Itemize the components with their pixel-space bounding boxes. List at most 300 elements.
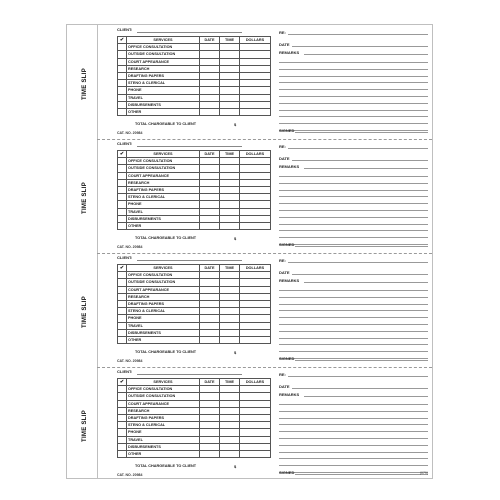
date-cell[interactable] xyxy=(200,443,220,450)
re-field[interactable] xyxy=(288,34,428,35)
check-cell[interactable] xyxy=(118,393,127,400)
remarks-line[interactable] xyxy=(279,82,428,83)
dollars-cell[interactable] xyxy=(240,87,271,94)
remarks-line[interactable] xyxy=(279,203,428,204)
signature-field[interactable] xyxy=(295,246,428,247)
time-header: TIME xyxy=(220,37,240,44)
time-cell[interactable] xyxy=(220,172,240,179)
remarks-line[interactable] xyxy=(279,310,428,311)
dollars-cell[interactable] xyxy=(240,215,271,222)
time-cell[interactable] xyxy=(220,279,240,286)
date-field[interactable] xyxy=(292,388,428,389)
check-cell[interactable] xyxy=(118,386,127,393)
table-row xyxy=(118,336,271,343)
services-table xyxy=(117,150,271,230)
date-cell[interactable] xyxy=(200,80,220,87)
time-header: TIME xyxy=(220,379,240,386)
check-cell[interactable] xyxy=(118,407,127,414)
remarks-line[interactable] xyxy=(279,69,428,70)
date-cell[interactable] xyxy=(200,215,220,222)
check-cell[interactable] xyxy=(118,322,127,329)
check-cell[interactable] xyxy=(118,315,127,322)
dollars-cell[interactable] xyxy=(240,158,271,165)
time-cell[interactable] xyxy=(220,414,240,421)
dollars-cell[interactable] xyxy=(240,393,271,400)
remarks-line[interactable] xyxy=(279,230,428,231)
date-cell[interactable] xyxy=(200,315,220,322)
dollars-cell[interactable] xyxy=(240,293,271,300)
check-cell[interactable] xyxy=(118,222,127,229)
check-cell[interactable] xyxy=(118,201,127,208)
client-label: CLIENT: xyxy=(117,255,133,260)
client-field[interactable] xyxy=(137,146,242,147)
date-label: DATE xyxy=(279,156,290,161)
time-cell[interactable] xyxy=(220,322,240,329)
check-cell[interactable] xyxy=(118,165,127,172)
remarks-line[interactable] xyxy=(304,282,428,283)
remarks-line[interactable] xyxy=(279,76,428,77)
remarks-line[interactable] xyxy=(279,183,428,184)
date-cell[interactable] xyxy=(200,322,220,329)
remarks-line[interactable] xyxy=(279,424,428,425)
date-cell[interactable] xyxy=(200,108,220,115)
check-cell[interactable] xyxy=(118,80,127,87)
check-cell[interactable] xyxy=(118,286,127,293)
dollars-cell[interactable] xyxy=(240,279,271,286)
service-label: OFFICE CONSULTATION xyxy=(127,44,200,51)
service-label: COURT APPEARANCE xyxy=(127,58,200,65)
check-cell[interactable] xyxy=(118,44,127,51)
check-cell[interactable] xyxy=(118,429,127,436)
check-cell[interactable] xyxy=(118,51,127,58)
re-label: RE: xyxy=(279,144,286,149)
time-cell[interactable] xyxy=(220,400,240,407)
time-cell[interactable] xyxy=(220,215,240,222)
check-cell[interactable] xyxy=(118,414,127,421)
remarks-line[interactable] xyxy=(279,351,428,352)
date-cell[interactable] xyxy=(200,222,220,229)
check-cell[interactable] xyxy=(118,179,127,186)
time-header: TIME xyxy=(220,151,240,158)
remarks-line[interactable] xyxy=(279,237,428,238)
check-header: ✔ xyxy=(118,265,127,272)
table-header-row xyxy=(118,379,271,386)
remarks-line[interactable] xyxy=(279,331,428,332)
remarks-line[interactable] xyxy=(304,54,428,55)
time-cell[interactable] xyxy=(220,80,240,87)
time-cell[interactable] xyxy=(220,443,240,450)
re-label: RE: xyxy=(279,30,286,35)
date-cell[interactable] xyxy=(200,422,220,429)
dollars-cell[interactable] xyxy=(240,400,271,407)
remarks-line[interactable] xyxy=(279,304,428,305)
remarks-line[interactable] xyxy=(279,244,428,245)
re-field[interactable] xyxy=(288,376,428,377)
date-cell[interactable] xyxy=(200,386,220,393)
time-slip xyxy=(82,367,434,481)
time-cell[interactable] xyxy=(220,300,240,307)
time-cell[interactable] xyxy=(220,436,240,443)
date-cell[interactable] xyxy=(200,300,220,307)
remarks-line[interactable] xyxy=(279,123,428,124)
table-row xyxy=(118,172,271,179)
remarks-line[interactable] xyxy=(279,338,428,339)
remarks-line[interactable] xyxy=(279,404,428,405)
remarks-line[interactable] xyxy=(279,176,428,177)
dollars-cell[interactable] xyxy=(240,58,271,65)
date-cell[interactable] xyxy=(200,407,220,414)
time-cell[interactable] xyxy=(220,72,240,79)
time-cell[interactable] xyxy=(220,336,240,343)
check-cell[interactable] xyxy=(118,272,127,279)
services-header: SERVICES xyxy=(127,265,200,272)
dollars-cell[interactable] xyxy=(240,329,271,336)
check-cell[interactable] xyxy=(118,87,127,94)
table-row xyxy=(118,158,271,165)
time-slip-sheet xyxy=(66,24,433,479)
date-cell[interactable] xyxy=(200,179,220,186)
dollars-cell[interactable] xyxy=(240,286,271,293)
time-cell[interactable] xyxy=(220,179,240,186)
service-label: TRAVEL xyxy=(127,322,200,329)
check-cell[interactable] xyxy=(118,194,127,201)
signature-field[interactable] xyxy=(295,132,428,133)
table-row xyxy=(118,72,271,79)
re-field[interactable] xyxy=(288,148,428,149)
dollars-cell[interactable] xyxy=(240,101,271,108)
time-cell[interactable] xyxy=(220,186,240,193)
remarks-line[interactable] xyxy=(304,396,428,397)
client-field[interactable] xyxy=(137,374,242,375)
remarks-line[interactable] xyxy=(279,465,428,466)
dollars-cell[interactable] xyxy=(240,65,271,72)
table-row xyxy=(118,215,271,222)
dollars-cell[interactable] xyxy=(240,165,271,172)
remarks-line[interactable] xyxy=(279,210,428,211)
date-cell[interactable] xyxy=(200,186,220,193)
check-cell[interactable] xyxy=(118,172,127,179)
dollars-cell[interactable] xyxy=(240,443,271,450)
remarks-line[interactable] xyxy=(279,431,428,432)
remarks-line[interactable] xyxy=(279,452,428,453)
remarks-line[interactable] xyxy=(279,324,428,325)
time-cell[interactable] xyxy=(220,308,240,315)
dollars-cell[interactable] xyxy=(240,222,271,229)
date-cell[interactable] xyxy=(200,44,220,51)
date-cell[interactable] xyxy=(200,101,220,108)
date-cell[interactable] xyxy=(200,293,220,300)
remarks-line[interactable] xyxy=(279,472,428,473)
remarks-line[interactable] xyxy=(279,411,428,412)
check-cell[interactable] xyxy=(118,329,127,336)
remarks-line[interactable] xyxy=(279,418,428,419)
remarks-label: REMARKS xyxy=(279,164,300,169)
catalog-number: CAT. NO. 20984 xyxy=(117,359,143,363)
remarks-line[interactable] xyxy=(279,458,428,459)
date-label: DATE xyxy=(279,270,290,275)
dollars-cell[interactable] xyxy=(240,80,271,87)
date-cell[interactable] xyxy=(200,51,220,58)
check-cell[interactable] xyxy=(118,65,127,72)
remarks-line[interactable] xyxy=(304,168,428,169)
service-label: PHONE xyxy=(127,315,200,322)
table-row xyxy=(118,51,271,58)
remarks-line[interactable] xyxy=(279,358,428,359)
date-cell[interactable] xyxy=(200,450,220,457)
check-cell[interactable] xyxy=(118,108,127,115)
check-cell[interactable] xyxy=(118,293,127,300)
dollars-cell[interactable] xyxy=(240,72,271,79)
time-cell[interactable] xyxy=(220,286,240,293)
remarks-line[interactable] xyxy=(279,297,428,298)
date-cell[interactable] xyxy=(200,65,220,72)
time-cell[interactable] xyxy=(220,58,240,65)
remarks-line[interactable] xyxy=(279,438,428,439)
date-cell[interactable] xyxy=(200,58,220,65)
date-label: DATE xyxy=(279,384,290,389)
dollars-cell[interactable] xyxy=(240,322,271,329)
remarks-line[interactable] xyxy=(279,317,428,318)
table-row xyxy=(118,443,271,450)
service-label: STENO & CLERICAL xyxy=(127,422,200,429)
time-cell[interactable] xyxy=(220,429,240,436)
dollars-cell[interactable] xyxy=(240,407,271,414)
time-cell[interactable] xyxy=(220,393,240,400)
time-cell[interactable] xyxy=(220,158,240,165)
time-cell[interactable] xyxy=(220,293,240,300)
service-label: COURT APPEARANCE xyxy=(127,172,200,179)
client-label: CLIENT: xyxy=(117,27,133,32)
remarks-line[interactable] xyxy=(279,62,428,63)
slip-title: TIME SLIP xyxy=(82,67,88,101)
remarks-line[interactable] xyxy=(279,290,428,291)
date-cell[interactable] xyxy=(200,414,220,421)
remarks-line[interactable] xyxy=(279,196,428,197)
date-cell[interactable] xyxy=(200,393,220,400)
remarks-line[interactable] xyxy=(279,217,428,218)
signed-label: SIGNED xyxy=(279,356,295,361)
dollars-cell[interactable] xyxy=(240,414,271,421)
date-cell[interactable] xyxy=(200,165,220,172)
time-cell[interactable] xyxy=(220,422,240,429)
date-cell[interactable] xyxy=(200,87,220,94)
table-row xyxy=(118,272,271,279)
dollars-cell[interactable] xyxy=(240,272,271,279)
service-label: OFFICE CONSULTATION xyxy=(127,158,200,165)
date-label: DATE xyxy=(279,42,290,47)
table-row xyxy=(118,293,271,300)
re-field[interactable] xyxy=(288,262,428,263)
time-cell[interactable] xyxy=(220,194,240,201)
dollar-sign: $ xyxy=(234,350,237,355)
dollars-cell[interactable] xyxy=(240,172,271,179)
table-row xyxy=(118,407,271,414)
catalog-number: CAT. NO. 20984 xyxy=(117,473,143,477)
time-cell[interactable] xyxy=(220,51,240,58)
table-row xyxy=(118,222,271,229)
table-row xyxy=(118,450,271,457)
service-label: PHONE xyxy=(127,429,200,436)
date-cell[interactable] xyxy=(200,436,220,443)
dollars-cell[interactable] xyxy=(240,94,271,101)
date-cell[interactable] xyxy=(200,208,220,215)
client-field[interactable] xyxy=(137,32,242,33)
check-cell[interactable] xyxy=(118,308,127,315)
date-cell[interactable] xyxy=(200,272,220,279)
date-header: DATE xyxy=(200,37,220,44)
check-cell[interactable] xyxy=(118,400,127,407)
date-cell[interactable] xyxy=(200,158,220,165)
time-cell[interactable] xyxy=(220,450,240,457)
dollars-cell[interactable] xyxy=(240,315,271,322)
date-cell[interactable] xyxy=(200,201,220,208)
remarks-line[interactable] xyxy=(279,130,428,131)
check-cell[interactable] xyxy=(118,336,127,343)
check-cell[interactable] xyxy=(118,279,127,286)
dollars-cell[interactable] xyxy=(240,194,271,201)
check-cell[interactable] xyxy=(118,58,127,65)
table-row xyxy=(118,208,271,215)
dollars-cell[interactable] xyxy=(240,422,271,429)
date-cell[interactable] xyxy=(200,279,220,286)
time-cell[interactable] xyxy=(220,315,240,322)
date-field[interactable] xyxy=(292,274,428,275)
table-row xyxy=(118,329,271,336)
check-cell[interactable] xyxy=(118,422,127,429)
service-label: RESEARCH xyxy=(127,293,200,300)
services-table xyxy=(117,264,271,344)
check-cell[interactable] xyxy=(118,186,127,193)
dollars-cell[interactable] xyxy=(240,44,271,51)
service-label: DRAFTING PAPERS xyxy=(127,300,200,307)
dollars-cell[interactable] xyxy=(240,179,271,186)
remarks-line[interactable] xyxy=(279,224,428,225)
signature-field[interactable] xyxy=(295,360,428,361)
remarks-line[interactable] xyxy=(279,89,428,90)
service-label: OUTSIDE CONSULTATION xyxy=(127,279,200,286)
signed-label: SIGNED xyxy=(279,470,295,475)
date-cell[interactable] xyxy=(200,429,220,436)
table-row xyxy=(118,393,271,400)
table-row xyxy=(118,322,271,329)
service-label: RESEARCH xyxy=(127,65,200,72)
check-cell[interactable] xyxy=(118,300,127,307)
dollars-cell[interactable] xyxy=(240,186,271,193)
client-field[interactable] xyxy=(137,260,242,261)
time-cell[interactable] xyxy=(220,407,240,414)
remarks-line[interactable] xyxy=(279,190,428,191)
table-row xyxy=(118,58,271,65)
time-cell[interactable] xyxy=(220,44,240,51)
date-cell[interactable] xyxy=(200,329,220,336)
remarks-line[interactable] xyxy=(279,96,428,97)
time-header: TIME xyxy=(220,265,240,272)
time-cell[interactable] xyxy=(220,201,240,208)
total-label: TOTAL CHARGEABLE TO CLIENT xyxy=(135,464,197,468)
dollars-cell[interactable] xyxy=(240,450,271,457)
remarks-line[interactable] xyxy=(279,344,428,345)
form-code: (079) xyxy=(419,471,428,475)
date-cell[interactable] xyxy=(200,286,220,293)
remarks-line[interactable] xyxy=(279,103,428,104)
date-cell[interactable] xyxy=(200,194,220,201)
time-cell[interactable] xyxy=(220,165,240,172)
check-cell[interactable] xyxy=(118,72,127,79)
dollars-cell[interactable] xyxy=(240,201,271,208)
total-label: TOTAL CHARGEABLE TO CLIENT xyxy=(135,236,197,240)
service-label: OFFICE CONSULTATION xyxy=(127,272,200,279)
time-cell[interactable] xyxy=(220,386,240,393)
slip-title: TIME SLIP xyxy=(82,181,88,215)
date-cell[interactable] xyxy=(200,400,220,407)
date-cell[interactable] xyxy=(200,94,220,101)
date-field[interactable] xyxy=(292,160,428,161)
time-cell[interactable] xyxy=(220,108,240,115)
dollars-cell[interactable] xyxy=(240,436,271,443)
date-cell[interactable] xyxy=(200,308,220,315)
time-cell[interactable] xyxy=(220,94,240,101)
service-label: TRAVEL xyxy=(127,94,200,101)
table-row xyxy=(118,308,271,315)
check-cell[interactable] xyxy=(118,101,127,108)
dollars-cell[interactable] xyxy=(240,300,271,307)
signature-field[interactable] xyxy=(295,474,428,475)
check-cell[interactable] xyxy=(118,436,127,443)
time-cell[interactable] xyxy=(220,65,240,72)
re-label: RE: xyxy=(279,258,286,263)
remarks-line[interactable] xyxy=(279,110,428,111)
date-header: DATE xyxy=(200,379,220,386)
check-header: ✔ xyxy=(118,151,127,158)
service-label: PHONE xyxy=(127,87,200,94)
service-label: TRAVEL xyxy=(127,436,200,443)
dollars-cell[interactable] xyxy=(240,336,271,343)
dollar-sign: $ xyxy=(234,122,237,127)
time-cell[interactable] xyxy=(220,208,240,215)
time-cell[interactable] xyxy=(220,329,240,336)
time-cell[interactable] xyxy=(220,101,240,108)
service-label: OFFICE CONSULTATION xyxy=(127,386,200,393)
date-field[interactable] xyxy=(292,46,428,47)
date-cell[interactable] xyxy=(200,72,220,79)
time-cell[interactable] xyxy=(220,272,240,279)
time-cell[interactable] xyxy=(220,87,240,94)
check-cell[interactable] xyxy=(118,208,127,215)
time-cell[interactable] xyxy=(220,222,240,229)
dollars-cell[interactable] xyxy=(240,51,271,58)
check-header: ✔ xyxy=(118,379,127,386)
dollars-cell[interactable] xyxy=(240,308,271,315)
remarks-line[interactable] xyxy=(279,116,428,117)
dollars-cell[interactable] xyxy=(240,208,271,215)
services-header: SERVICES xyxy=(127,379,200,386)
check-cell[interactable] xyxy=(118,443,127,450)
dollars-cell[interactable] xyxy=(240,429,271,436)
service-label: STENO & CLERICAL xyxy=(127,80,200,87)
service-label: PHONE xyxy=(127,201,200,208)
dollars-cell[interactable] xyxy=(240,386,271,393)
dollars-cell[interactable] xyxy=(240,108,271,115)
check-cell[interactable] xyxy=(118,450,127,457)
check-cell[interactable] xyxy=(118,158,127,165)
date-cell[interactable] xyxy=(200,172,220,179)
remarks-line[interactable] xyxy=(279,445,428,446)
services-header: SERVICES xyxy=(127,37,200,44)
check-cell[interactable] xyxy=(118,215,127,222)
check-cell[interactable] xyxy=(118,94,127,101)
table-row xyxy=(118,80,271,87)
date-cell[interactable] xyxy=(200,336,220,343)
